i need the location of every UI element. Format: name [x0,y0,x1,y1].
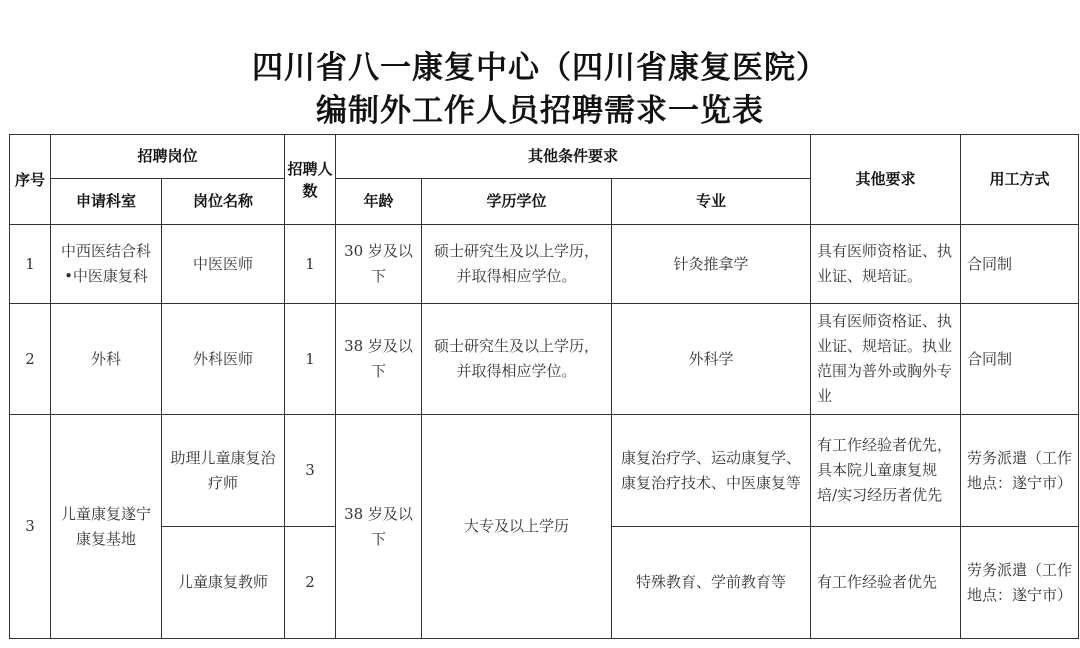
row1-degree: 硕士研究生及以上学历，并取得相应学位。 [422,225,612,304]
row3-dept: 儿童康复遂宁康复基地 [51,415,162,639]
row3-post: 助理儿童康复治疗师 [162,415,285,527]
header-dept: 申请科室 [51,179,162,225]
row4-major: 特殊教育、学前教育等 [612,527,811,639]
recruitment-table [9,134,1079,639]
row2-major: 外科学 [612,304,811,415]
table-row [10,304,1079,415]
document-title-line2: 编制外工作人员招聘需求一览表 [316,93,764,129]
header-degree: 学历学位 [422,179,612,225]
row1-major: 针灸推拿学 [612,225,811,304]
row3-age: 38 岁及以下 [336,415,422,639]
header-employment: 用工方式 [961,135,1079,225]
row1-other: 具有医师资格证、执业证、规培证。 [811,225,961,304]
row2-other: 具有医师资格证、执业证、规培证。执业范围为普外或胸外专业 [811,304,961,415]
row1-count: 1 [285,225,336,304]
header-count: 招聘人数 [285,135,336,225]
row3-other: 有工作经验者优先，具本院儿童康复规培/实习经历者优先 [811,415,961,527]
row4-other: 有工作经验者优先 [811,527,961,639]
row3-degree: 大专及以上学历 [422,415,612,639]
row2-post: 外科医师 [162,304,285,415]
row2-degree: 硕士研究生及以上学历，并取得相应学位。 [422,304,612,415]
row3-major: 康复治疗学、运动康复学、康复治疗技术、中医康复等 [612,415,811,527]
row1-age: 30 岁及以下 [336,225,422,304]
row2-count: 1 [285,304,336,415]
table-row [10,225,1079,304]
row2-dept: 外科 [51,304,162,415]
row2-seq: 2 [10,304,51,415]
header-position-group: 招聘岗位 [51,135,285,179]
row2-employment: 合同制 [961,304,1079,415]
header-post: 岗位名称 [162,179,285,225]
header-conditions: 其他条件要求 [336,135,811,179]
row4-employment: 劳务派遣（工作地点：遂宁市） [961,527,1079,639]
row3-employment: 劳务派遣（工作地点：遂宁市） [961,415,1079,527]
row1-post: 中医医师 [162,225,285,304]
header-seq: 序号 [10,135,51,225]
table-row [10,415,1079,527]
row3-seq: 3 [10,415,51,639]
row1-employment: 合同制 [961,225,1079,304]
row4-count: 2 [285,527,336,639]
row4-post: 儿童康复教师 [162,527,285,639]
header-major: 专业 [612,179,811,225]
row2-age: 38 岁及以下 [336,304,422,415]
row3-count: 3 [285,415,336,527]
row1-seq: 1 [10,225,51,304]
row1-dept: 中西医结合科•中医康复科 [51,225,162,304]
document-title-line1: 四川省八一康复中心（四川省康复医院） [252,50,828,86]
header-other: 其他要求 [811,135,961,225]
header-age: 年龄 [336,179,422,225]
